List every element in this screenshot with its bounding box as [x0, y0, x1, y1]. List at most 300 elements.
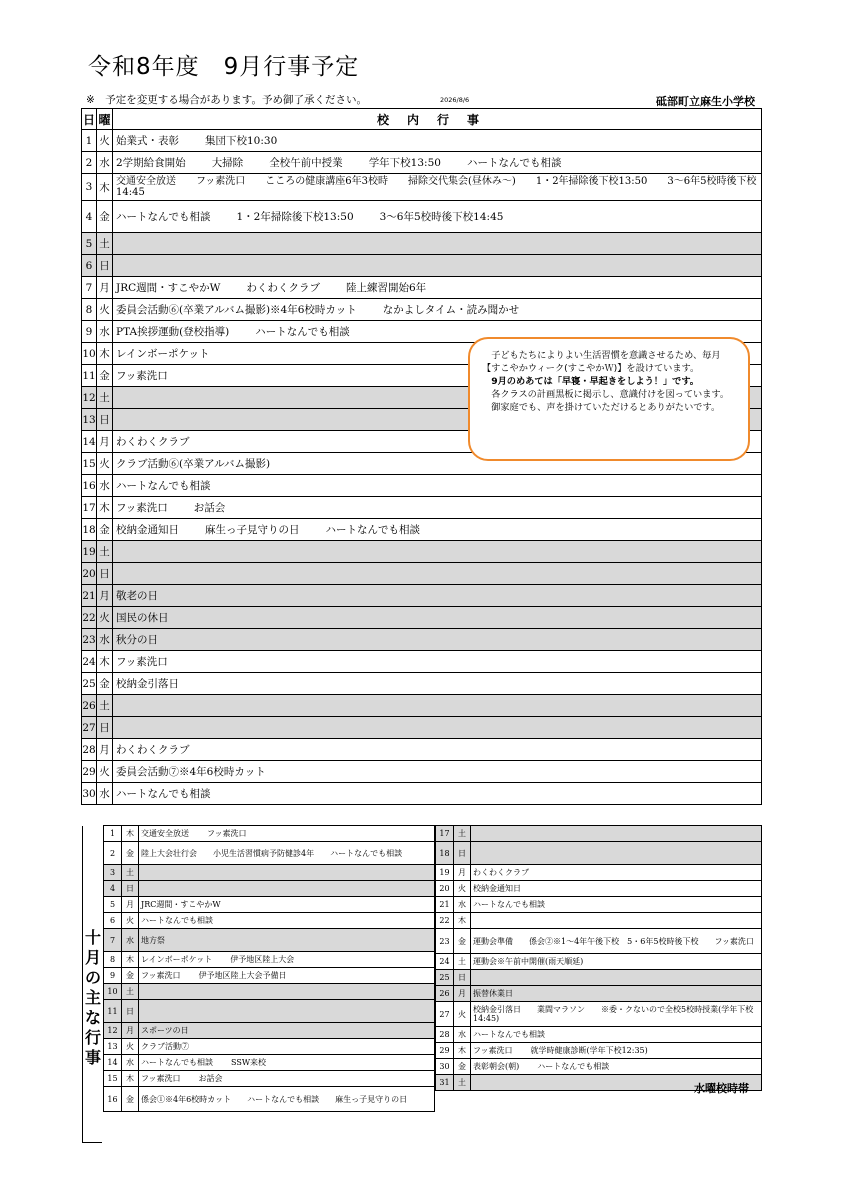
table-row — [104, 826, 435, 842]
table-row — [82, 739, 762, 761]
event-item: フッ素洗口 — [116, 502, 168, 514]
event-item: わくわくクラブ — [116, 744, 190, 756]
weekday: 水 — [97, 321, 113, 343]
event-item: 校納金通知日 — [116, 524, 179, 536]
table-row — [82, 585, 762, 607]
day-number: 18 — [82, 519, 97, 541]
weekday: 金 — [122, 842, 139, 865]
day-number: 27 — [82, 717, 97, 739]
event-item: お話会 — [198, 1074, 223, 1083]
weekday: 水 — [97, 475, 113, 497]
day-number: 16 — [104, 1087, 122, 1112]
event-cell — [113, 717, 762, 739]
event-cell — [471, 913, 762, 929]
day-number: 12 — [104, 1023, 122, 1039]
weekday: 土 — [122, 984, 139, 1000]
event-item: なかよしタイム・読み聞かせ — [382, 304, 520, 316]
weekday: 金 — [122, 968, 139, 984]
weekday: 月 — [122, 1023, 139, 1039]
header-events: 校内行事 — [113, 109, 762, 130]
event-cell — [471, 1043, 762, 1059]
weekday: 金 — [454, 929, 471, 954]
weekday: 金 — [122, 1087, 139, 1112]
table-row — [82, 651, 762, 673]
event-text: 係会①※4年6校時カット ハートなんでも相談 麻生っ子見守りの日 — [139, 1087, 435, 1112]
event-item: 3～6年5校時後下校14:45 — [379, 211, 504, 223]
day-number: 30 — [82, 783, 97, 805]
event-item: ハートなんでも相談 — [466, 157, 562, 169]
weekday: 水 — [97, 783, 113, 805]
weekday: 月 — [122, 897, 139, 913]
october-label-char: 十 — [85, 928, 102, 947]
event-cell — [139, 897, 435, 913]
day-number: 11 — [104, 1000, 122, 1023]
event-item: 委員会活動⑦※4年6校時カット — [116, 766, 266, 778]
weekday: 月 — [97, 585, 113, 607]
weekday: 水 — [97, 629, 113, 651]
weekday: 土 — [454, 1075, 471, 1091]
weekday: 月 — [97, 431, 113, 453]
day-number: 22 — [436, 913, 454, 929]
weekday: 土 — [97, 541, 113, 563]
table-row — [436, 1043, 762, 1059]
weekday: 火 — [454, 1002, 471, 1027]
event-cell — [139, 984, 435, 1000]
day-number: 5 — [82, 233, 97, 255]
event-item: 集団下校10:30 — [205, 135, 278, 147]
day-number: 21 — [436, 897, 454, 913]
table-row — [82, 519, 762, 541]
weekday: 木 — [97, 497, 113, 519]
event-cell — [113, 152, 762, 174]
weekday: 木 — [122, 1071, 139, 1087]
event-item: 2学期給食開始 — [116, 157, 186, 169]
day-number: 3 — [104, 865, 122, 881]
event-item: 麻生っ子見守りの日 — [205, 524, 300, 536]
day-number: 23 — [82, 629, 97, 651]
event-item: わくわくクラブ — [473, 868, 529, 877]
event-cell — [113, 673, 762, 695]
event-item: PTA挨拶運動(登校指導) — [116, 326, 230, 338]
october-label-text — [85, 928, 101, 1068]
callout-line-4: 御家庭でも、声を掛けていただけるとありがたいです。 — [491, 402, 721, 413]
day-number: 20 — [82, 563, 97, 585]
table-row — [82, 475, 762, 497]
change-notice: ※ 予定を変更する場合があります。予め御了承ください。 — [86, 94, 367, 106]
table-row — [436, 913, 762, 929]
event-item: フッ素洗口 — [116, 370, 168, 382]
event-cell — [113, 761, 762, 783]
event-cell — [139, 1000, 435, 1023]
weekday: 日 — [454, 842, 471, 865]
event-text: 校納金引落日 業間マラソン ※委・クないので全校5校時授業(学年下校14:45) — [471, 1002, 762, 1027]
weekday: 月 — [454, 986, 471, 1002]
event-cell — [113, 739, 762, 761]
page-title: 令和8年度 9月行事予定 — [88, 54, 360, 80]
table-row — [436, 1027, 762, 1043]
day-number: 26 — [436, 986, 454, 1002]
weekday: 土 — [97, 233, 113, 255]
event-cell — [113, 695, 762, 717]
day-number: 12 — [82, 387, 97, 409]
event-cell — [139, 1055, 435, 1071]
table-row — [104, 913, 435, 929]
table-row — [104, 842, 435, 865]
weekday: 月 — [97, 739, 113, 761]
event-item: フッ素洗口 — [141, 971, 181, 980]
weekday: 木 — [122, 826, 139, 842]
table-row — [436, 1059, 762, 1075]
table-row — [436, 929, 762, 954]
table-row — [104, 1087, 435, 1112]
event-cell — [113, 277, 762, 299]
event-cell — [113, 475, 762, 497]
weekday: 土 — [97, 387, 113, 409]
event-item: JRC週間・すこやかW — [141, 900, 221, 909]
day-number: 29 — [82, 761, 97, 783]
table-row — [82, 607, 762, 629]
event-item: 振替休業日 — [473, 989, 513, 998]
table-row — [82, 497, 762, 519]
callout-line-3: 各クラスの計画黒板に掲示し、意識付けを図っています。 — [491, 389, 730, 400]
event-item: フッ素洗口 — [207, 829, 247, 838]
day-number: 19 — [436, 865, 454, 881]
day-number: 16 — [82, 475, 97, 497]
day-number: 6 — [82, 255, 97, 277]
table-row — [436, 970, 762, 986]
weekday: 日 — [122, 881, 139, 897]
event-item: 交通安全放送 — [141, 829, 189, 838]
table-row — [436, 897, 762, 913]
weekday: 土 — [454, 826, 471, 842]
weekday: 水 — [454, 1027, 471, 1043]
event-cell — [471, 986, 762, 1002]
sukoyaka-week-callout — [468, 337, 750, 461]
day-number: 25 — [436, 970, 454, 986]
day-number: 14 — [82, 431, 97, 453]
event-cell — [113, 233, 762, 255]
event-item: ハートなんでも相談 — [473, 1030, 545, 1039]
day-number: 31 — [436, 1075, 454, 1091]
header-day: 日 — [82, 109, 97, 130]
weekday: 日 — [97, 409, 113, 431]
day-number: 25 — [82, 673, 97, 695]
event-item: ハートなんでも相談 — [141, 916, 213, 925]
weekday: 木 — [454, 913, 471, 929]
weekday: 金 — [454, 1059, 471, 1075]
weekday: 火 — [97, 761, 113, 783]
weekday: 金 — [97, 673, 113, 695]
event-cell — [139, 913, 435, 929]
weekday: 土 — [122, 865, 139, 881]
event-cell — [113, 299, 762, 321]
event-item: 運動会※午前中開催(雨天順延) — [473, 957, 584, 966]
october-label — [82, 826, 102, 1143]
weekday: 土 — [97, 695, 113, 717]
event-cell — [139, 865, 435, 881]
day-number: 24 — [436, 954, 454, 970]
event-item: フッ素洗口 — [141, 1074, 181, 1083]
table-row — [104, 929, 435, 952]
event-cell — [139, 952, 435, 968]
table-row — [82, 717, 762, 739]
october-label-char: 主 — [85, 988, 102, 1007]
callout-line-1: 子どもたちによりよい生活習慣を意識させるため、毎月【すこやかウィーク(すこやかＷ)】を設けています。 — [482, 350, 721, 374]
day-number: 8 — [104, 952, 122, 968]
weekday: 日 — [122, 1000, 139, 1023]
day-number: 1 — [104, 826, 122, 842]
table-row — [104, 984, 435, 1000]
weekday: 日 — [97, 255, 113, 277]
table-row — [104, 897, 435, 913]
weekday: 木 — [122, 952, 139, 968]
day-number: 19 — [82, 541, 97, 563]
event-cell — [139, 826, 435, 842]
event-item: 1・2年掃除後下校13:50 — [236, 211, 354, 223]
table-row — [104, 1000, 435, 1023]
weekday: 木 — [454, 1043, 471, 1059]
october-table-left — [103, 825, 435, 1112]
day-number: 13 — [104, 1039, 122, 1055]
weekday: 水 — [454, 897, 471, 913]
event-item: フッ素洗口 — [473, 1046, 513, 1055]
table-row — [436, 881, 762, 897]
table-row — [82, 629, 762, 651]
event-item: ハートなんでも相談 — [116, 788, 211, 800]
table-row — [82, 233, 762, 255]
october-label-char: の — [85, 968, 102, 987]
day-number: 3 — [82, 174, 97, 201]
event-text: 運動会準備 係会②※1～4年午後下校 5・6年5校時後下校 フッ素洗口 — [471, 929, 762, 954]
event-item: JRC週間・すこやかW — [116, 282, 221, 294]
event-cell — [139, 968, 435, 984]
day-number: 4 — [104, 881, 122, 897]
weekday: 木 — [97, 174, 113, 201]
october-table-right — [435, 825, 762, 1091]
event-item: スポーツの日 — [141, 1026, 189, 1035]
table-row — [82, 277, 762, 299]
event-cell — [113, 651, 762, 673]
event-item: お話会 — [193, 502, 226, 514]
table-row — [104, 1023, 435, 1039]
event-item: ハートなんでも相談 — [255, 326, 350, 338]
school-name: 砥部町立麻生小学校 — [656, 95, 755, 108]
event-item: 表彰朝会(朝) — [473, 1062, 520, 1071]
october-label-char: 月 — [85, 948, 102, 967]
event-item: ハートなんでも相談 — [116, 211, 211, 223]
event-cell — [139, 881, 435, 897]
event-item: フッ素洗口 — [116, 656, 168, 668]
day-number: 15 — [104, 1071, 122, 1087]
day-number: 21 — [82, 585, 97, 607]
table-row — [104, 1071, 435, 1087]
event-cell — [139, 1071, 435, 1087]
day-number: 14 — [104, 1055, 122, 1071]
event-cell — [471, 1059, 762, 1075]
table-row — [82, 174, 762, 201]
event-item: 学年下校13:50 — [368, 157, 441, 169]
day-number: 9 — [82, 321, 97, 343]
day-number: 4 — [82, 201, 97, 233]
callout-line-2: 9月のめあては「早寝・早起きをしよう！」です。 — [491, 376, 699, 387]
table-row — [82, 563, 762, 585]
event-item: わくわくクラブ — [246, 282, 320, 294]
day-number: 22 — [82, 607, 97, 629]
event-cell — [113, 629, 762, 651]
day-number: 7 — [82, 277, 97, 299]
weekday: 火 — [97, 299, 113, 321]
day-number: 30 — [436, 1059, 454, 1075]
day-number: 8 — [82, 299, 97, 321]
event-item: わくわくクラブ — [116, 436, 190, 448]
issue-date: 2026/8/6 — [440, 96, 470, 104]
event-item: 校納金引落日 — [116, 678, 179, 690]
weekday: 月 — [97, 277, 113, 299]
event-item: 委員会活動⑥(卒業アルバム撮影)※4年6校時カット — [116, 304, 357, 316]
day-number: 11 — [82, 365, 97, 387]
day-number: 17 — [82, 497, 97, 519]
event-cell — [471, 954, 762, 970]
day-number: 18 — [436, 842, 454, 865]
table-row — [104, 968, 435, 984]
event-cell — [113, 585, 762, 607]
table-row — [82, 783, 762, 805]
table-row — [436, 954, 762, 970]
header-weekday: 曜 — [97, 109, 113, 130]
event-cell — [471, 881, 762, 897]
event-cell — [471, 1027, 762, 1043]
event-cell — [113, 783, 762, 805]
day-number: 17 — [436, 826, 454, 842]
table-row — [104, 952, 435, 968]
weekday: 水 — [97, 152, 113, 174]
table-row — [82, 695, 762, 717]
event-cell — [113, 563, 762, 585]
weekday: 日 — [454, 970, 471, 986]
day-number: 10 — [82, 343, 97, 365]
event-item: SSW来校 — [231, 1058, 267, 1067]
event-cell — [113, 201, 762, 233]
event-item: 伊予地区陸上大会 — [230, 955, 295, 964]
day-number: 10 — [104, 984, 122, 1000]
weekday: 木 — [97, 343, 113, 365]
day-number: 5 — [104, 897, 122, 913]
day-number: 24 — [82, 651, 97, 673]
event-item: ハートなんでも相談 — [325, 524, 420, 536]
event-item: 校納金通知日 — [473, 884, 521, 893]
event-item: クラブ活動⑥(卒業アルバム撮影) — [116, 458, 271, 470]
event-cell — [139, 1023, 435, 1039]
event-item: ハートなんでも相談 — [141, 1058, 213, 1067]
day-number: 2 — [82, 152, 97, 174]
table-row — [436, 842, 762, 865]
event-item: 秋分の日 — [116, 634, 158, 646]
table-row — [82, 673, 762, 695]
event-text: 交通安全放送 フッ素洗口 こころの健康講座6年3校時 掃除交代集会(昼休み～) 1・2年掃除後下校13:50 3～6年5校時後下校14:45 — [113, 174, 762, 201]
table-row — [436, 826, 762, 842]
day-number: 2 — [104, 842, 122, 865]
event-item: クラブ活動⑦ — [141, 1042, 189, 1051]
day-number: 1 — [82, 130, 97, 152]
table-row — [82, 152, 762, 174]
weekday: 火 — [97, 453, 113, 475]
day-number: 9 — [104, 968, 122, 984]
weekday: 木 — [97, 651, 113, 673]
day-number: 15 — [82, 453, 97, 475]
table-row — [436, 1002, 762, 1027]
event-cell — [471, 826, 762, 842]
table-row — [436, 865, 762, 881]
october-label-char: 行 — [85, 1028, 102, 1047]
weekday: 土 — [454, 954, 471, 970]
event-cell — [113, 255, 762, 277]
event-cell — [113, 497, 762, 519]
event-cell — [471, 970, 762, 986]
event-item: 地方祭 — [141, 935, 165, 945]
weekday: 火 — [97, 130, 113, 152]
event-item: 就学時健康診断(学年下校12:35) — [530, 1046, 648, 1055]
day-number: 6 — [104, 913, 122, 929]
event-item: レインボーポケット — [141, 955, 213, 964]
event-text: 陸上大会壮行会 小児生活習慣病予防健診4年 ハートなんでも相談 — [139, 842, 435, 865]
event-item: 始業式・表彰 — [116, 135, 179, 147]
event-item: 敬老の日 — [116, 590, 158, 602]
day-number: 27 — [436, 1002, 454, 1027]
wednesday-schedule-note: 水曜校時帯 — [694, 1082, 749, 1095]
table-row — [82, 201, 762, 233]
event-item: 国民の休日 — [116, 612, 169, 624]
table-header-row — [82, 109, 762, 130]
day-number: 28 — [436, 1027, 454, 1043]
event-item: 伊予地区陸上大会予備日 — [198, 971, 287, 980]
event-cell — [113, 607, 762, 629]
event-item: ハートなんでも相談 — [537, 1062, 610, 1071]
event-cell — [471, 897, 762, 913]
weekday: 日 — [97, 717, 113, 739]
weekday: 火 — [122, 1039, 139, 1055]
weekday: 火 — [454, 881, 471, 897]
day-number: 20 — [436, 881, 454, 897]
event-cell — [471, 865, 762, 881]
event-item: ハートなんでも相談 — [116, 480, 211, 492]
weekday: 月 — [454, 865, 471, 881]
day-number: 29 — [436, 1043, 454, 1059]
october-label-char: な — [85, 1008, 102, 1027]
table-row — [82, 541, 762, 563]
weekday: 日 — [97, 563, 113, 585]
weekday: 火 — [122, 913, 139, 929]
table-row — [104, 865, 435, 881]
event-item: 陸上練習開始6年 — [345, 282, 427, 294]
day-number: 23 — [436, 929, 454, 954]
event-cell — [139, 1039, 435, 1055]
table-row — [436, 986, 762, 1002]
table-row — [82, 299, 762, 321]
event-item: レインボーポケット — [116, 348, 210, 360]
table-row — [104, 1039, 435, 1055]
event-cell — [471, 842, 762, 865]
weekday: 金 — [97, 365, 113, 387]
weekday: 火 — [97, 607, 113, 629]
event-item: 大掃除 — [211, 157, 244, 169]
event-cell — [113, 519, 762, 541]
october-label-char: 事 — [85, 1048, 102, 1067]
weekday: 水 — [122, 1055, 139, 1071]
event-cell — [139, 929, 435, 952]
table-row — [104, 881, 435, 897]
day-number: 26 — [82, 695, 97, 717]
weekday: 金 — [97, 201, 113, 233]
